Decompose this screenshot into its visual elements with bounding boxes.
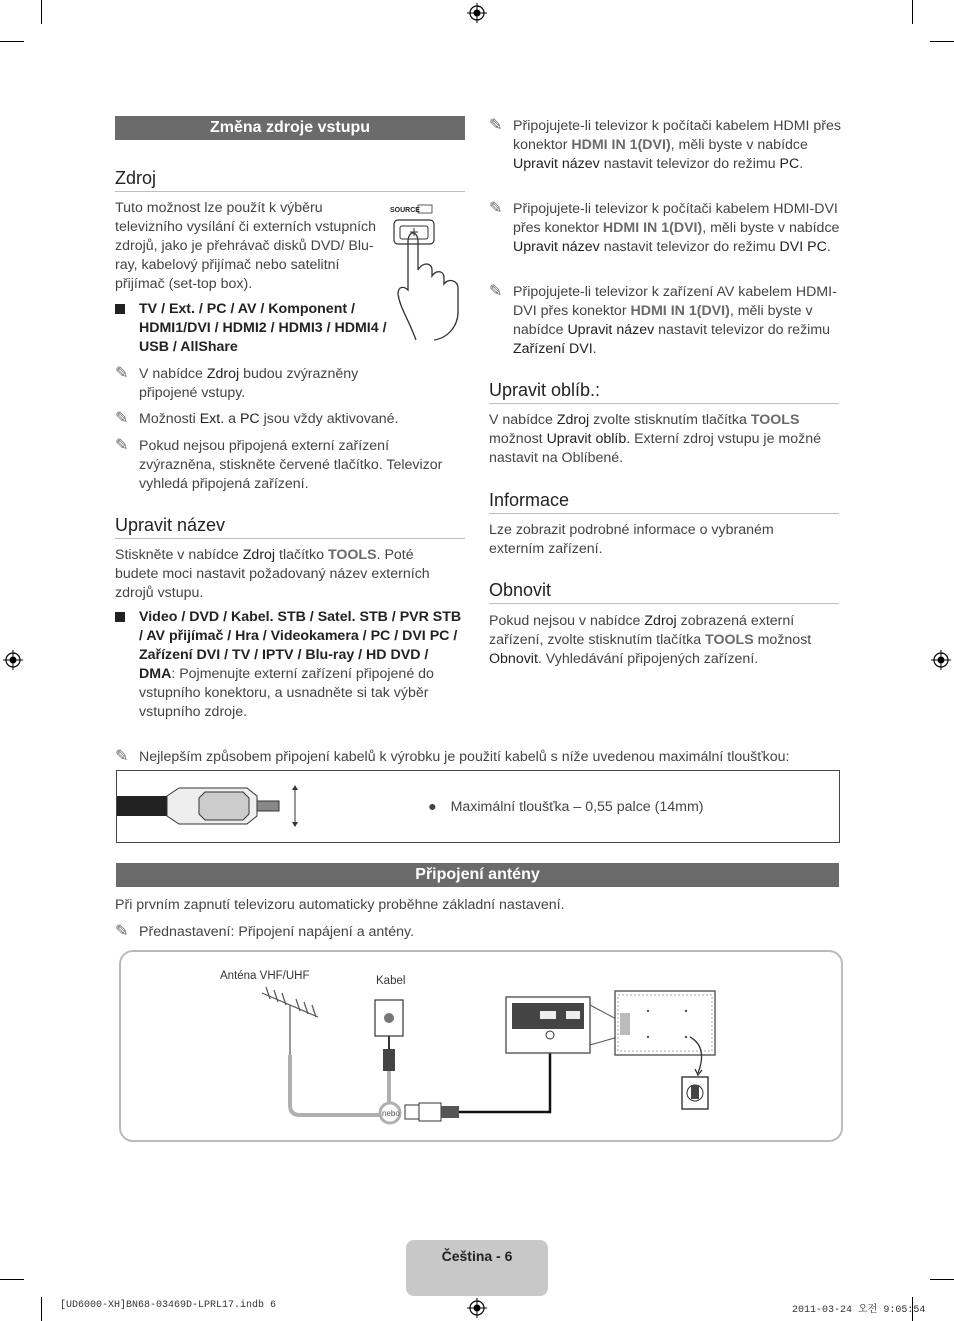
- crop-mark: [930, 41, 954, 42]
- zdroj-note-3: [115, 437, 469, 494]
- text: Přednastavení: Připojení napájení a antény.: [139, 924, 415, 940]
- heading-informace: Informace: [489, 490, 570, 510]
- menu-term: Zdroj: [242, 547, 276, 563]
- section-title-pripojeni-anteny: Připojení antény: [116, 863, 839, 887]
- bullet-dot-icon: ●: [428, 799, 437, 815]
- registration-mark-icon: [3, 650, 23, 670]
- text: nastavit televizor do režimu: [599, 239, 780, 255]
- menu-term: DVI PC: [779, 239, 827, 255]
- cable-plug-icon: [117, 782, 307, 830]
- section-title-zmena-zdroje: Změna zdroje vstupu: [115, 116, 465, 140]
- text: V nabídce: [489, 412, 557, 428]
- zdroj-bullet: [115, 300, 389, 357]
- print-file-info: [UD6000-XH]BN68-03469D-LPRL17.indb 6: [60, 1300, 277, 1311]
- text: Pokud nejsou v nabídce: [489, 613, 645, 629]
- text: V nabídce: [139, 366, 207, 382]
- cable-wall-outlet-icon: [375, 1000, 403, 1071]
- f-connector-icon: [405, 1103, 459, 1121]
- crop-mark: [0, 1279, 24, 1280]
- text: nastavit televizor do režimu: [654, 322, 831, 338]
- menu-term: PC: [239, 411, 260, 427]
- text: nastavit televizor do režimu: [599, 156, 780, 172]
- text: , měli byste v nabídce: [702, 220, 840, 236]
- note-pencil-icon: ✎: [489, 117, 503, 134]
- registration-mark-icon: [467, 3, 487, 23]
- menu-term: Zdroj: [556, 412, 590, 428]
- crop-mark: [0, 41, 24, 42]
- text: , měli byste v nabídce: [670, 137, 808, 153]
- menu-term: Zařízení DVI: [513, 341, 593, 357]
- antenna-note: [115, 923, 859, 942]
- antenna-connection-diagram: [240, 985, 760, 1135]
- divider: [489, 513, 839, 514]
- text: .: [826, 239, 831, 255]
- tv-rear-icon: [615, 991, 715, 1055]
- menu-term: Upravit název: [513, 239, 600, 255]
- text: tlačítko: [275, 547, 328, 563]
- menu-term: PC: [779, 156, 800, 172]
- bullet-bold-text: Video / DVD / Kabel. STB / Satel. STB / PVR STB / AV přijímač / Hra / Videokamera / PC / DVI PC / Zařízení DVI / TV / IPTV / Blu-ray / HD DVD / DMA: [139, 609, 462, 682]
- text: možnost: [753, 632, 812, 648]
- menu-term: Zdroj: [644, 613, 677, 629]
- registration-mark-icon: [467, 1298, 487, 1318]
- text: jsou vždy aktivované.: [259, 411, 399, 427]
- right-note-1: [489, 117, 843, 174]
- tools-button-term: TOOLS: [327, 547, 377, 563]
- informace-body: Lze zobrazit podrobné informace o vybraném externím zařízení.: [489, 522, 774, 557]
- label-cable: Kabel: [376, 975, 406, 987]
- menu-term: Ext.: [199, 411, 225, 427]
- tools-button-term: TOOLS: [750, 412, 800, 428]
- bullet-square-icon: [115, 304, 125, 314]
- upravit-nazev-body: [115, 546, 460, 603]
- antenna-icon: [262, 987, 318, 1055]
- text: Připojujete-li televizor k zařízení AV kabelem HDMI-DVI přes konektor: [513, 284, 837, 319]
- text: Možnosti: [139, 411, 200, 427]
- footer-page-label: Čeština - 6: [441, 1248, 513, 1264]
- label-antenna-vhf-uhf: Anténa VHF/UHF: [220, 970, 310, 982]
- remote-source-hand-icon: [388, 200, 466, 342]
- menu-term: Upravit název: [567, 322, 655, 338]
- registration-mark-icon: [931, 650, 951, 670]
- label-or: nebo: [382, 1109, 400, 1118]
- heading-obnovit: Obnovit: [489, 580, 552, 600]
- text: , měli byste v nabídce: [513, 303, 813, 338]
- text: Připojujete-li televizor k počítači kabelem HDMI přes konektor: [513, 118, 842, 153]
- print-date-info: 2011-03-24 오전 9:05:54: [792, 1305, 926, 1316]
- text: budou zvýrazněny připojené vstupy.: [139, 366, 359, 401]
- text: . Poté budete moci nastavit požadovaný název externích zdrojů vstupu.: [115, 547, 430, 601]
- right-note-2: [489, 200, 843, 257]
- tools-button-term: TOOLS: [705, 632, 754, 648]
- note-pencil-icon: ✎: [115, 437, 129, 454]
- cable-thickness-bullet: [428, 798, 704, 817]
- note-pencil-icon: ✎: [115, 410, 129, 427]
- text: zvolte stisknutím tlačítka: [589, 412, 751, 428]
- divider: [489, 603, 839, 604]
- upravit-nazev-bullet: [115, 608, 464, 722]
- bullet-text: : Pojmenujte externí zařízení připojené do vstupního konektoru, a usnadněte si tak výběr vstupního zdroje.: [139, 666, 434, 720]
- right-note-3: [489, 283, 843, 359]
- text: možnost: [489, 431, 547, 447]
- menu-term: Zdroj: [206, 366, 240, 382]
- text: Externí zdroj vstupu je možné nastavit na Oblíbené.: [489, 431, 821, 466]
- tv-back-panel-icon: [506, 997, 590, 1053]
- antenna-body: Při prvním zapnutí televizoru automaticky proběhne základní nastavení.: [115, 897, 565, 913]
- zdroj-bullet-text: TV / Ext. / PC / AV / Komponent / HDMI1/DVI / HDMI2 / HDMI3 / HDMI4 / USB / AllShare: [139, 301, 387, 355]
- menu-term: Upravit název: [513, 156, 600, 172]
- crop-mark: [912, 0, 913, 24]
- crop-mark: [41, 1297, 42, 1321]
- connector-term: HDMI IN 1(DVI): [630, 303, 730, 319]
- remote-source-label: SOURCE: [390, 207, 420, 214]
- text: Připojujete-li televizor k počítači kabelem HDMI-DVI přes konektor: [513, 201, 838, 236]
- note-pencil-icon: ✎: [115, 748, 129, 765]
- heading-upravit-oblib: Upravit oblíb.:: [489, 380, 601, 400]
- text: a: [224, 411, 240, 427]
- zdroj-note-1: [115, 365, 399, 403]
- heading-zdroj: Zdroj: [115, 168, 157, 188]
- obnovit-body: [489, 612, 829, 669]
- divider: [489, 403, 839, 404]
- crop-mark: [930, 1279, 954, 1280]
- text: Maximální tloušťka – 0,55 palce (14mm): [450, 799, 704, 815]
- text: .: [592, 341, 597, 357]
- note-pencil-icon: ✎: [489, 200, 503, 217]
- menu-term: Upravit oblíb.: [546, 431, 631, 447]
- cable-note: [115, 748, 859, 767]
- connector-term: HDMI IN 1(DVI): [602, 220, 703, 236]
- heading-upravit-nazev: Upravit název: [115, 515, 226, 535]
- text: .: [799, 156, 804, 172]
- note-pencil-icon: ✎: [489, 283, 503, 300]
- text: Stiskněte v nabídce: [115, 547, 243, 563]
- note-pencil-icon: ✎: [115, 365, 129, 382]
- divider: [115, 538, 465, 539]
- note-pencil-icon: ✎: [115, 923, 129, 940]
- crop-mark: [41, 0, 42, 24]
- power-outlet-icon: [682, 1077, 708, 1109]
- menu-term: Obnovit: [489, 651, 538, 667]
- zdroj-note-2: [115, 410, 469, 429]
- text: Pokud nejsou připojená externí zařízení zvýrazněna, stiskněte červené tlačítko. Televizor vyhledá připojená zařízení.: [139, 438, 443, 492]
- text: . Vyhledávání připojených zařízení.: [537, 651, 759, 667]
- bullet-square-icon: [115, 612, 125, 622]
- upravit-oblib-body: [489, 411, 839, 468]
- zdroj-body: Tuto možnost lze použít k výběru televizního vysílání či externích vstupních zdrojů, jako je přehrávač disků DVD/ Blu-ray, kabelový přijímač nebo satelitní přijímač (set-top box).: [115, 200, 377, 292]
- text: Nejlepším způsobem připojení kabelů k výrobku je použití kabelů s níže uvedenou maximální tloušťkou:: [139, 749, 790, 765]
- divider: [115, 191, 465, 192]
- connector-term: HDMI IN 1(DVI): [571, 137, 671, 153]
- text: zobrazená externí zařízení, zvolte stisknutím tlačítka: [489, 613, 795, 648]
